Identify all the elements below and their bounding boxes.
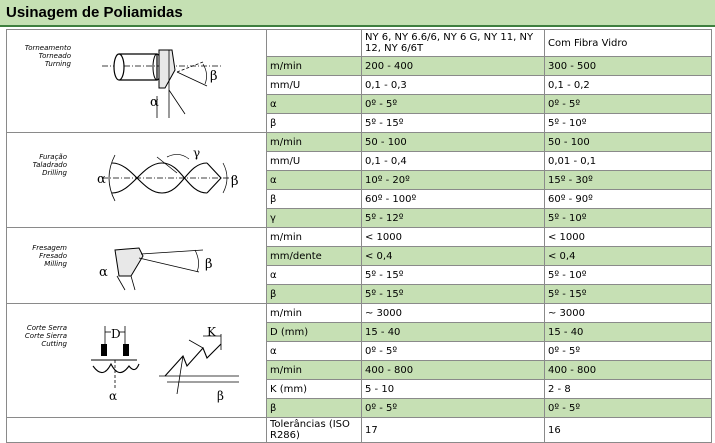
machining-table (6, 29, 712, 443)
param-cell: α (267, 342, 362, 361)
param-cell: m/min (267, 133, 362, 152)
value-cell: 0º - 5º (362, 95, 545, 114)
value-cell: 15 - 40 (362, 323, 545, 342)
param-cell: m/min (267, 57, 362, 76)
value-cell: 0,1 - 0,2 (545, 76, 712, 95)
value-cell: 400 - 800 (545, 361, 712, 380)
drilling-figure-cell (7, 133, 267, 228)
header-row (7, 30, 712, 57)
param-cell: m/min (267, 361, 362, 380)
milling-label-pt: Fresagem (32, 244, 67, 252)
turning-alpha-symbol: α (150, 95, 159, 110)
drilling-alpha-symbol: α (97, 172, 106, 187)
value-cell: 60º - 90º (545, 190, 712, 209)
value-cell: 10º - 20º (362, 171, 545, 190)
value-cell: 5º - 10º (545, 114, 712, 133)
value-cell: < 1000 (545, 228, 712, 247)
value-cell: 5º - 15º (362, 266, 545, 285)
value-cell: 15º - 30º (545, 171, 712, 190)
param-cell: m/min (267, 304, 362, 323)
drilling-label-pt: Furação (39, 153, 67, 161)
param-cell: β (267, 399, 362, 418)
turning-figure-cell (7, 30, 267, 133)
param-cell: D (mm) (267, 323, 362, 342)
turning-tool-icon (7, 30, 267, 127)
value-cell: 200 - 400 (362, 57, 545, 76)
turning-label-en: Turning (44, 60, 71, 68)
param-cell: mm/U (267, 152, 362, 171)
sawing-d-symbol: D (111, 327, 121, 341)
milling-cutter-icon (7, 228, 267, 300)
sawing-label-pt: Corte Serra (26, 324, 67, 332)
drilling-label-es: Taladrado (32, 161, 67, 169)
param-cell: β (267, 285, 362, 304)
value-cell: 400 - 800 (362, 361, 545, 380)
param-cell: α (267, 171, 362, 190)
milling-alpha-symbol: α (99, 265, 108, 280)
value-cell: 5º - 15º (362, 114, 545, 133)
value-cell: ~ 3000 (545, 304, 712, 323)
value-cell: 0º - 5º (362, 342, 545, 361)
value-cell: < 1000 (362, 228, 545, 247)
param-cell: β (267, 114, 362, 133)
drill-bit-icon (7, 133, 267, 223)
value-cell: 0,1 - 0,3 (362, 76, 545, 95)
title-bar (0, 0, 715, 27)
turning-label-pt: Torneamento (24, 44, 71, 52)
sawing-label-en: Cutting (41, 340, 67, 348)
param-cell: mm/dente (267, 247, 362, 266)
value-cell: 5º - 15º (362, 285, 545, 304)
turning-beta-symbol: β (210, 69, 218, 84)
value-cell: 5º - 15º (545, 285, 712, 304)
tolerance-label: Tolerâncias (ISO R286) (267, 418, 362, 443)
sawing-figure-cell (7, 304, 267, 418)
value-cell: 0º - 5º (362, 399, 545, 418)
value-cell: 50 - 100 (362, 133, 545, 152)
value-cell: 5º - 12º (362, 209, 545, 228)
drilling-gamma-symbol: γ (193, 146, 201, 160)
tolerance-value-2: 16 (545, 418, 712, 443)
milling-beta-symbol: β (205, 257, 213, 272)
param-cell: K (mm) (267, 380, 362, 399)
tolerance-value-1: 17 (362, 418, 545, 443)
param-cell: α (267, 266, 362, 285)
sawing-alpha-symbol: α (109, 389, 118, 403)
value-cell: 15 - 40 (545, 323, 712, 342)
drilling-label-en: Drilling (42, 169, 67, 177)
sawing-label-es: Corte Sierra (24, 332, 67, 340)
page-title: Usinagem de Poliamidas (6, 4, 183, 21)
header-col2: Com Fibra Vidro (545, 30, 712, 57)
table-row (7, 228, 712, 247)
tolerance-empty-cell (7, 418, 267, 443)
param-cell: β (267, 190, 362, 209)
value-cell: 50 - 100 (545, 133, 712, 152)
param-cell: α (267, 95, 362, 114)
tolerance-row (7, 418, 712, 443)
value-cell: ~ 3000 (362, 304, 545, 323)
value-cell: 0º - 5º (545, 342, 712, 361)
param-cell: γ (267, 209, 362, 228)
milling-label-en: Milling (44, 260, 67, 268)
value-cell: 0,1 - 0,4 (362, 152, 545, 171)
table-row (7, 133, 712, 152)
drilling-beta-symbol: β (231, 174, 239, 189)
saw-blade-icon (7, 304, 267, 412)
param-cell: mm/U (267, 76, 362, 95)
param-cell: m/min (267, 228, 362, 247)
value-cell: 5º - 10º (545, 209, 712, 228)
value-cell: 0,01 - 0,1 (545, 152, 712, 171)
milling-figure-cell (7, 228, 267, 304)
value-cell: 300 - 500 (545, 57, 712, 76)
table-row (7, 304, 712, 323)
value-cell: < 0,4 (545, 247, 712, 266)
value-cell: 2 - 8 (545, 380, 712, 399)
turning-label-es: Torneado (38, 52, 71, 60)
header-col1: NY 6, NY 6.6/6, NY 6 G, NY 11, NY 12, NY 6/6T (362, 30, 545, 57)
header-param (267, 30, 362, 57)
value-cell: 0º - 5º (545, 95, 712, 114)
sawing-beta-symbol: β (217, 389, 224, 403)
sawing-k-symbol: K (207, 325, 216, 339)
value-cell: < 0,4 (362, 247, 545, 266)
value-cell: 60º - 100º (362, 190, 545, 209)
value-cell: 0º - 5º (545, 399, 712, 418)
value-cell: 5º - 10º (545, 266, 712, 285)
milling-label-es: Fresado (39, 252, 67, 260)
value-cell: 5 - 10 (362, 380, 545, 399)
